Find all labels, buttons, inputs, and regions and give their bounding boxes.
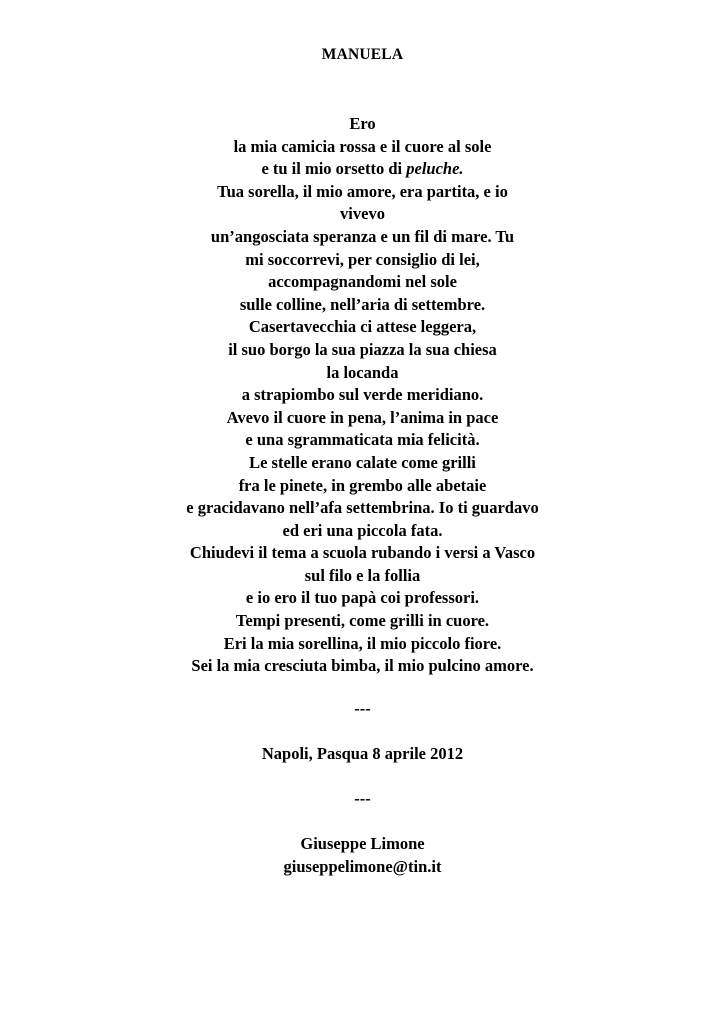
poem-line: e io ero il tuo papà coi professori. [245, 588, 480, 608]
poem-line [0, 158, 725, 181]
poem-line: Le stelle erano calate come grilli [249, 452, 476, 472]
separator: --- [354, 699, 371, 718]
poem-line: la locanda [326, 362, 399, 382]
poem-line-text: e tu il mio orsetto di [261, 159, 407, 179]
poem-line: mi soccorrevi, per consiglio di lei, [245, 249, 480, 269]
poem-line: Chiudevi il tema a scuola rubando i versi a Vasco [189, 543, 536, 563]
poem-title: MANUELA [321, 46, 404, 63]
poem-line: il suo borgo la sua piazza la sua chiesa [228, 339, 497, 359]
poem-line: un’angosciata speranza e un fil di mare. Tu [210, 226, 515, 246]
poem-line: Ero [349, 114, 376, 133]
poem-line: Tua sorella, il mio amore, era partita, e io [217, 181, 508, 201]
poem-line: Tempi presenti, come grilli in cuore. [235, 611, 490, 631]
poem-line: accompagnandomi nel sole [268, 272, 457, 292]
poem-line: e una sgrammaticata mia felicità. [245, 430, 480, 450]
author-email: giuseppelimone@tin.it [283, 857, 442, 876]
poem-line: sulle colline, nell’aria di settembre. [239, 294, 486, 314]
poem-line: Casertavecchia ci attese leggera, [248, 317, 477, 337]
poem-line: Sei la mia cresciuta bimba, il mio pulcino amore. [191, 656, 534, 676]
poem-line: a strapiombo sul verde meridiano. [241, 385, 484, 405]
place-date: Napoli, Pasqua 8 aprile 2012 [261, 744, 464, 763]
poem-line: Eri la mia sorellina, il mio piccolo fiore. [223, 633, 502, 653]
poem-line: ed eri una piccola fata. [282, 520, 443, 540]
poem-line: Avevo il cuore in pena, l’anima in pace [226, 407, 499, 427]
poem-line: la mia camicia rossa e il cuore al sole [233, 136, 492, 156]
poem-italic-word: peluche. [406, 159, 464, 179]
poem-line: sul filo e la follia [304, 565, 421, 585]
separator: --- [354, 789, 371, 808]
poem-line: vivevo [340, 204, 385, 224]
author-name: Giuseppe Limone [300, 834, 425, 853]
poem-line: fra le pinete, in grembo alle abetaie [238, 475, 487, 495]
poem-line: e gracidavano nell’afa settembrina. Io ti guardavo [186, 498, 539, 518]
poem-body [0, 113, 725, 678]
